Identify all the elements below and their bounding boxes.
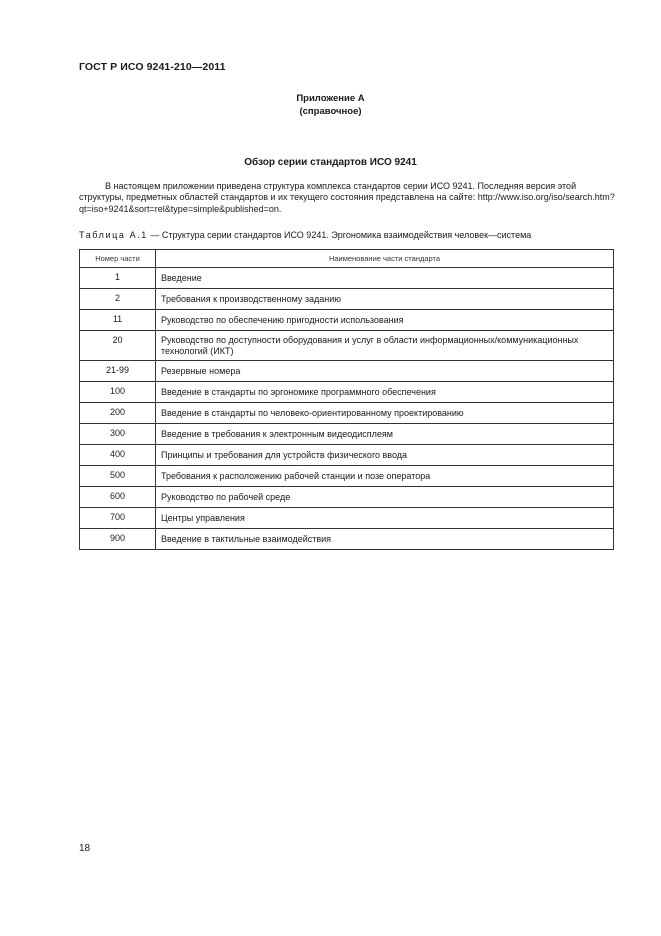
part-name-cell: Руководство по обеспечению пригодности использования [156, 310, 614, 331]
document-code: ГОСТ Р ИСО 9241-210—2011 [79, 61, 226, 73]
part-number-cell: 20 [80, 331, 156, 361]
part-number-cell: 200 [80, 403, 156, 424]
table-body [80, 268, 614, 550]
table-row [80, 382, 614, 403]
header-part-name: Наименование части стандарта [156, 250, 614, 268]
annex-heading [0, 93, 661, 118]
table-header-row [80, 250, 614, 268]
table-row [80, 310, 614, 331]
part-name-cell: Требования к расположению рабочей станции и позе оператора [156, 466, 614, 487]
intro-text: В настоящем приложении приведена структура комплекса стандартов серии ИСО 9241. Последняя версия этой структуры, предметных областей стандартов и их текущего состояния представлена на сайте: http://www.iso.org/iso/search.htm?qt=iso+9241&sort=rel&type=simple&published=on. [79, 181, 615, 214]
table-row [80, 361, 614, 382]
part-name-cell: Введение в требования к электронным видеодисплеям [156, 424, 614, 445]
table-caption [79, 230, 619, 240]
table-row [80, 331, 614, 361]
part-number-cell: 11 [80, 310, 156, 331]
table-row [80, 487, 614, 508]
part-name-cell: Введение [156, 268, 614, 289]
annex-title: Приложение А [296, 93, 365, 104]
part-name-cell: Принципы и требования для устройств физического ввода [156, 445, 614, 466]
part-name-cell: Резервные номера [156, 361, 614, 382]
table-caption-label: Таблица А.1 [79, 230, 148, 240]
page-number: 18 [79, 843, 91, 854]
part-name-cell: Руководство по доступности оборудования и услуг в области информационных/коммуникационных технологий (ИКТ) [156, 331, 614, 361]
table-row [80, 466, 614, 487]
part-number-cell: 300 [80, 424, 156, 445]
section-title: Обзор серии стандартов ИСО 9241 [244, 157, 417, 168]
parts-table [79, 249, 614, 550]
part-name-cell: Центры управления [156, 508, 614, 529]
part-number-cell: 2 [80, 289, 156, 310]
part-name-cell: Введение в стандарты по человеко-ориентированному проектированию [156, 403, 614, 424]
annex-subtitle: (справочное) [299, 105, 362, 117]
table-caption-text: — Структура серии стандартов ИСО 9241. Эргономика взаимодействия человек—система [147, 230, 532, 240]
part-number-cell: 100 [80, 382, 156, 403]
table-row [80, 445, 614, 466]
part-number-cell: 600 [80, 487, 156, 508]
table-row [80, 268, 614, 289]
part-name-cell: Требования к производственному заданию [156, 289, 614, 310]
part-number-cell: 900 [80, 529, 156, 550]
table-row [80, 289, 614, 310]
part-name-cell: Введение в стандарты по эргономике программного обеспечения [156, 382, 614, 403]
table-row [80, 529, 614, 550]
header-part-number: Номер части [80, 250, 156, 268]
table-row [80, 508, 614, 529]
table-row [80, 403, 614, 424]
part-number-cell: 21-99 [80, 361, 156, 382]
table-row [80, 424, 614, 445]
part-name-cell: Введение в тактильные взаимодействия [156, 529, 614, 550]
part-number-cell: 400 [80, 445, 156, 466]
part-number-cell: 500 [80, 466, 156, 487]
part-number-cell: 1 [80, 268, 156, 289]
part-name-cell: Руководство по рабочей среде [156, 487, 614, 508]
intro-paragraph [79, 181, 616, 215]
part-number-cell: 700 [80, 508, 156, 529]
